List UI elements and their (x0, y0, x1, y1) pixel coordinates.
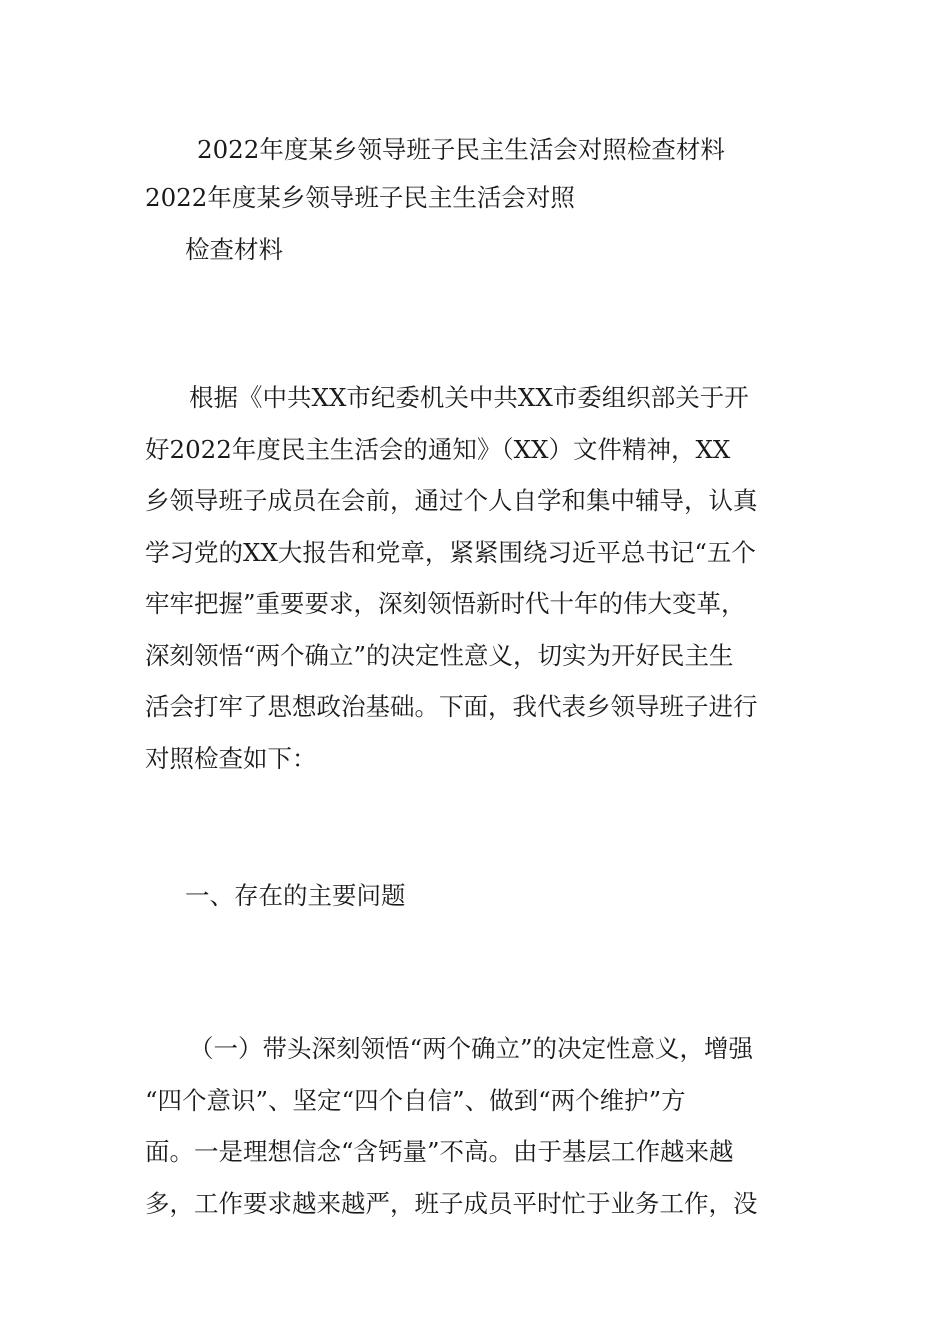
section-1-line: 多，工作要求越来越严，班子成员平时忙于业务工作，没 (145, 1188, 758, 1218)
intro-line: 活会打牢了思想政治基础。下面，我代表乡领导班子进行 (145, 692, 758, 721)
section-heading: 一、存在的主要问题 (185, 881, 406, 910)
section-1-line: “四个意识”、坚定“四个自信”、做到“两个维护”方 (145, 1085, 686, 1115)
document-title: 2022年度某乡领导班子民主生活会对照检查材料 (197, 135, 725, 164)
intro-line: 牢牢把握”重要要求，深刻领悟新时代十年的伟大变革， (145, 589, 746, 618)
intro-line: 深刻领悟“两个确立”的决定性意义，切实为开好民主生 (145, 640, 734, 670)
document-subtitle-line-1: 2022年度某乡领导班子民主生活会对照 (145, 183, 575, 212)
intro-line: 好2022年度民主生活会的通知》（XX）文件精神，XX (145, 434, 731, 464)
intro-line: 对照检查如下： (145, 743, 317, 773)
intro-line: 根据《中共XX市纪委机关中共XX市委组织部关于开 (189, 383, 749, 412)
section-1-line: 面。一是理想信念“含钙量”不高。由于基层工作越来越 (145, 1137, 734, 1166)
section-1-paragraph (145, 1023, 810, 1229)
intro-line: 乡领导班子成员在会前，通过个人自学和集中辅导，认真 (145, 486, 758, 515)
section-1-line: （一）带头深刻领悟“两个确立”的决定性意义，增强 (189, 1034, 754, 1063)
document-subtitle-line-2: 检查材料 (185, 235, 283, 264)
intro-line: 学习党的XX大报告和党章，紧紧围绕习近平总书记“五个 (145, 537, 756, 567)
intro-paragraph (145, 372, 810, 784)
